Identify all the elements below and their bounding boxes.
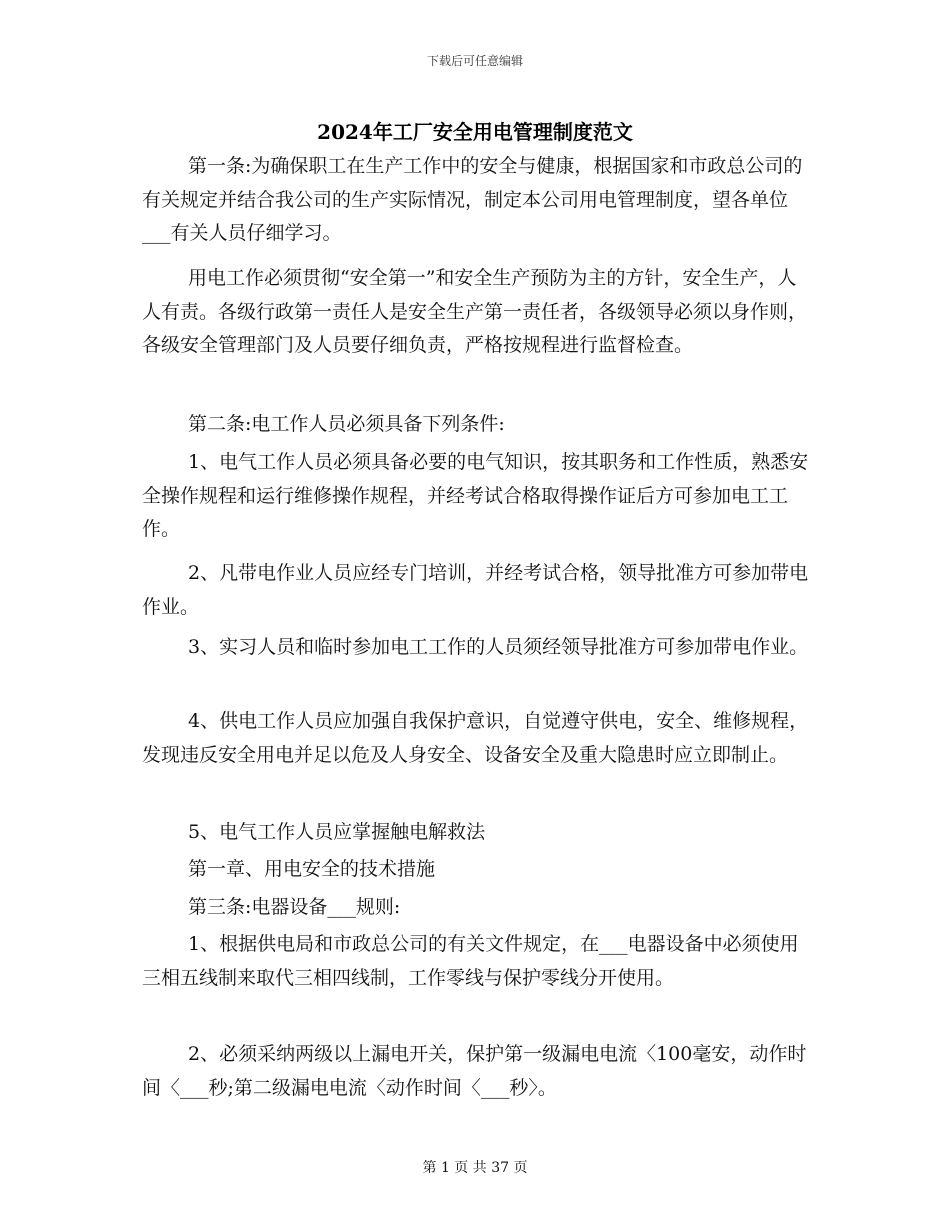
header-note: 下载后可任意编辑: [426, 54, 523, 68]
paragraph-article-3: 第三条:电器设备___规则:: [188, 896, 401, 918]
paragraph-item-2: 2、凡带电作业人员应经专门培训，并经考试合格，领导批准方可参加带电作业。: [142, 562, 809, 618]
paragraph-rule-1: 1、根据供电局和市政总公司的有关文件规定，在___电器设备中必须使用三相五线制来取代三相四线制，工作零线与保护零线分开使用。: [142, 933, 799, 989]
paragraph-article-2: 第二条:电工作人员必须具备下列条件:: [188, 413, 505, 435]
paragraph-safety-policy: 用电工作必须贯彻“安全第一”和安全生产预防为主的方针，安全生产，人人有责。各级行政第一责任人是安全生产第一责任者，各级领导必须以身作则，各级安全管理部门及人员要仔细负责，严格按规程进行监督检查。: [142, 267, 808, 356]
paragraph-item-5: 5、电气工作人员应掌握触电解救法: [188, 821, 486, 843]
paragraph-article-1: 第一条:为确保职工在生产工作中的安全与健康，根据国家和市政总公司的有关规定并结合我公司的生产实际情况，制定本公司用电管理制度，望各单位___有关人员仔细学习。: [142, 155, 803, 244]
paragraph-item-1: 1、电气工作人员必须具备必要的电气知识，按其职务和工作性质，熟悉安全操作规程和运行维修操作规程，并经考试合格取得操作证后方可参加电工工作。: [142, 451, 809, 540]
document-title: 2024年工厂安全用电管理制度范文: [317, 120, 633, 144]
paragraph-item-4: 4、供电工作人员应加强自我保护意识，自觉遵守供电，安全、维修规程，发现违反安全用电并足以危及人身安全、设备安全及重大隐患时应立即制止。: [142, 710, 809, 766]
paragraph-chapter-1: 第一章、用电安全的技术措施: [188, 858, 436, 880]
paragraph-item-3: 3、实习人员和临时参加电工工作的人员须经领导批准方可参加带电作业。: [188, 636, 809, 658]
paragraph-rule-2: 2、必须采纳两级以上漏电开关，保护第一级漏电电流〈100毫安，动作时间〈___秒;第二级漏电电流〈动作时间〈___秒〉。: [142, 1043, 807, 1099]
page-number: 第 1 页 共 37 页: [422, 1160, 528, 1176]
